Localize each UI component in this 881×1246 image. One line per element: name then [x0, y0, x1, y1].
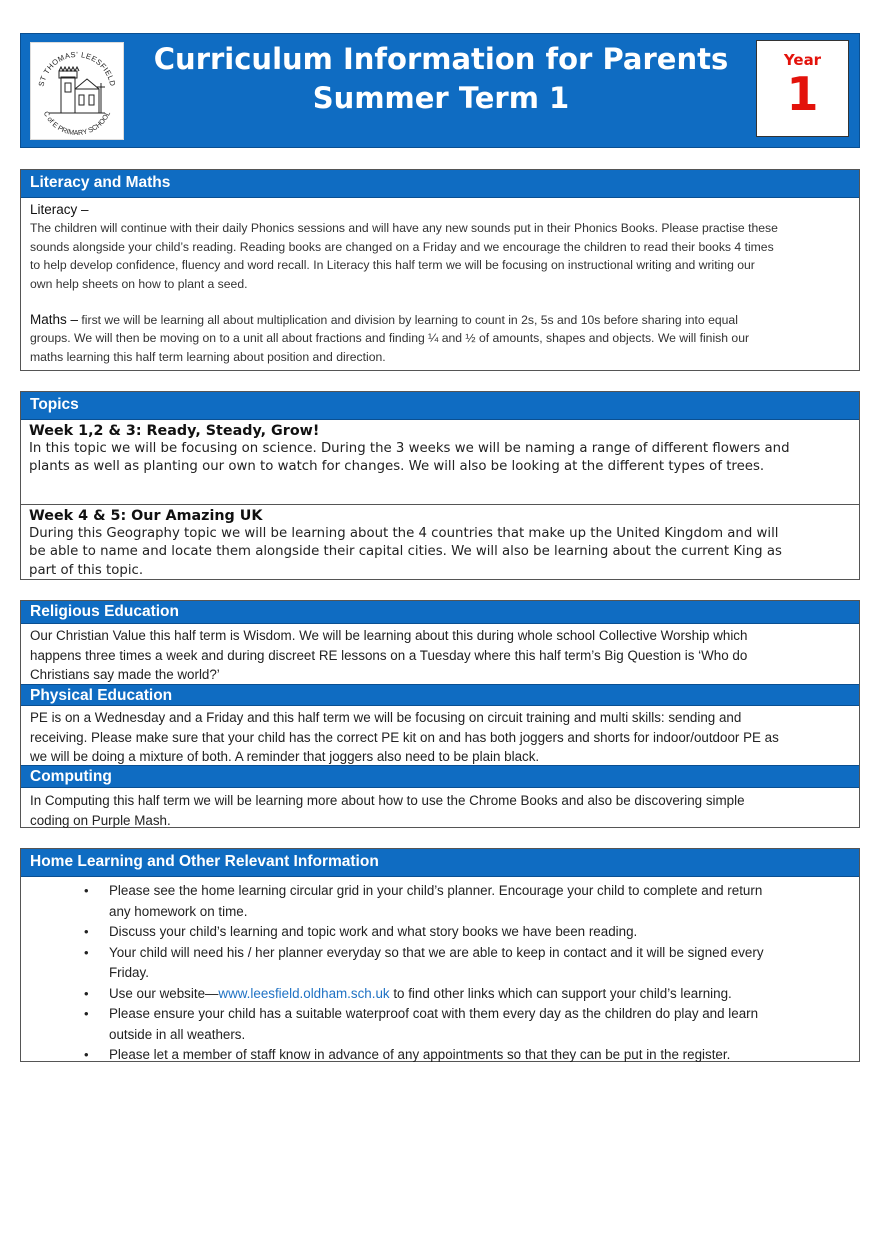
- year-badge: [756, 40, 849, 137]
- topic-line: In this topic we will be focusing on science. During the 3 weeks we will be naming a range of different flowers and: [29, 441, 790, 456]
- topic-line: plants as well as planting our own to watch for changes. We will also be looking at the different types of trees.: [29, 459, 765, 475]
- computing-body: [21, 788, 859, 830]
- literacy-maths-body: [21, 198, 859, 366]
- literacy-line: The children will continue with their daily Phonics sessions and will have any new sounds put in their Phonics Books. Please practise these: [30, 221, 778, 236]
- list-item-line: Please let a member of staff know in advance of any appointments so that they can be put in the register.: [109, 1047, 731, 1062]
- list-item: [21, 943, 859, 984]
- logo-top-text: ST THOMAS' LEESFIELD: [36, 49, 118, 88]
- list-item-line: [109, 984, 839, 1005]
- list-item: [21, 984, 859, 1005]
- bullet-icon: •: [84, 1006, 89, 1021]
- list-item: [21, 1004, 859, 1045]
- bullet-icon: •: [84, 883, 89, 898]
- literacy-maths-section: [20, 169, 860, 371]
- home-learning-section: [20, 848, 860, 1062]
- list-item-line: Your child will need his / her planner everyday so that we are able to keep in contact and it will be signed every: [109, 944, 764, 960]
- bullet-icon: •: [84, 944, 89, 960]
- list-item-line: Please ensure your child has a suitable waterproof coat with them every day as the children do play and learn: [109, 1006, 759, 1021]
- bullet-icon: •: [84, 985, 89, 1001]
- page-title: [141, 40, 741, 118]
- maths-first-line: [30, 311, 850, 329]
- list-item-line: outside in all weathers.: [109, 1026, 246, 1042]
- maths-line: first we will be learning all about multiplication and division by learning to count in 2s, 5s and 10s before sharing into equal: [78, 313, 738, 328]
- title-line-2: Summer Term 1: [312, 81, 570, 115]
- pe-line: we will be doing a mixture of both. A reminder that joggers also need to be plain black.: [30, 749, 540, 764]
- literacy-line: sounds alongside your child’s reading. Reading books are changed on a Friday and we encourage the children to read their books 4 times: [30, 239, 774, 254]
- svg-text:C of E PRIMARY SCHOOL: [42, 111, 112, 138]
- bullet-icon: •: [84, 1047, 89, 1062]
- year-number: 1: [786, 67, 819, 121]
- re-line: Christians say made the world?’: [30, 667, 220, 682]
- computing-line: In Computing this half term we will be learning more about how to use the Chrome Books and also be discovering simple: [30, 793, 745, 808]
- home-learning-list: [21, 877, 859, 1066]
- topic-line: During this Geography topic we will be learning about the 4 countries that make up the United Kingdom and will: [29, 526, 779, 541]
- school-logo: [30, 42, 124, 140]
- school-crest-icon: [31, 43, 123, 139]
- computing-line: coding on Purple Mash.: [30, 812, 171, 828]
- topic-block: [21, 420, 859, 504]
- re-body: [21, 624, 859, 684]
- list-item: [21, 922, 859, 943]
- pe-line: receiving. Please make sure that your child has the correct PE kit on and has both joggers and shorts for indoor/outdoor PE as: [30, 729, 779, 745]
- subjects-section: [20, 600, 860, 828]
- literacy-maths-heading: Literacy and Maths: [21, 170, 859, 198]
- re-line: Our Christian Value this half term is Wisdom. We will be learning about this during whole school Collective Worship which: [30, 628, 748, 643]
- school-website-link[interactable]: www.leesfield.oldham.sch.uk: [218, 985, 390, 1001]
- computing-heading: Computing: [21, 765, 859, 788]
- pe-heading: Physical Education: [21, 684, 859, 706]
- logo-bottom-text: C of E PRIMARY SCHOOL: [41, 110, 113, 138]
- topic-line: be able to name and locate them alongside their capital cities. We will also be learning about the current King as: [29, 544, 782, 560]
- topic-block: [21, 505, 859, 580]
- website-suffix: to find other links which can support your child’s learning.: [389, 985, 732, 1001]
- maths-label: Maths –: [30, 312, 79, 328]
- literacy-line: own help sheets on how to plant a seed.: [30, 276, 248, 291]
- list-item-line: Friday.: [109, 965, 149, 980]
- topic-title: Week 4 & 5: Our Amazing UK: [29, 508, 263, 524]
- list-item-line: Please see the home learning circular grid in your child’s planner. Encourage your child to complete and return: [109, 883, 763, 898]
- home-learning-heading: Home Learning and Other Relevant Information: [21, 849, 859, 877]
- website-prefix: Use our website—: [109, 985, 219, 1001]
- list-item-line: Discuss your child’s learning and topic work and what story books we have been reading.: [109, 924, 638, 939]
- maths-line: maths learning this half term learning about position and direction.: [30, 349, 386, 364]
- literacy-label: Literacy –: [30, 202, 89, 217]
- title-line-1: Curriculum Information for Parents: [153, 42, 729, 76]
- literacy-line: to help develop confidence, fluency and word recall. In Literacy this half term we will be focusing on instructional writing and writing our: [30, 258, 755, 273]
- year-label: Year: [783, 51, 822, 69]
- topic-line: part of this topic.: [29, 562, 144, 578]
- re-heading: Religious Education: [21, 601, 859, 624]
- topics-heading: Topics: [21, 392, 859, 420]
- list-item: [21, 1045, 859, 1066]
- svg-text:ST THOMAS' LEESFIELD: [37, 50, 118, 88]
- pe-body: [21, 706, 859, 765]
- re-line: happens three times a week and during discreet RE lessons on a Tuesday where this half term’s Big Question is ‘Who do: [30, 647, 748, 663]
- pe-line: PE is on a Wednesday and a Friday and this half term we will be focusing on circuit training and multi skills: sending and: [30, 710, 742, 725]
- list-item: [21, 881, 859, 922]
- bullet-icon: •: [84, 924, 89, 939]
- topics-section: [20, 391, 860, 580]
- header-banner: [20, 33, 860, 148]
- list-item-line: any homework on time.: [109, 903, 248, 919]
- topic-title: Week 1,2 & 3: Ready, Steady, Grow!: [29, 423, 320, 439]
- maths-line: groups. We will then be moving on to a unit all about fractions and finding ¼ and ½ of amounts, shapes and objects. We will finish our: [30, 331, 750, 346]
